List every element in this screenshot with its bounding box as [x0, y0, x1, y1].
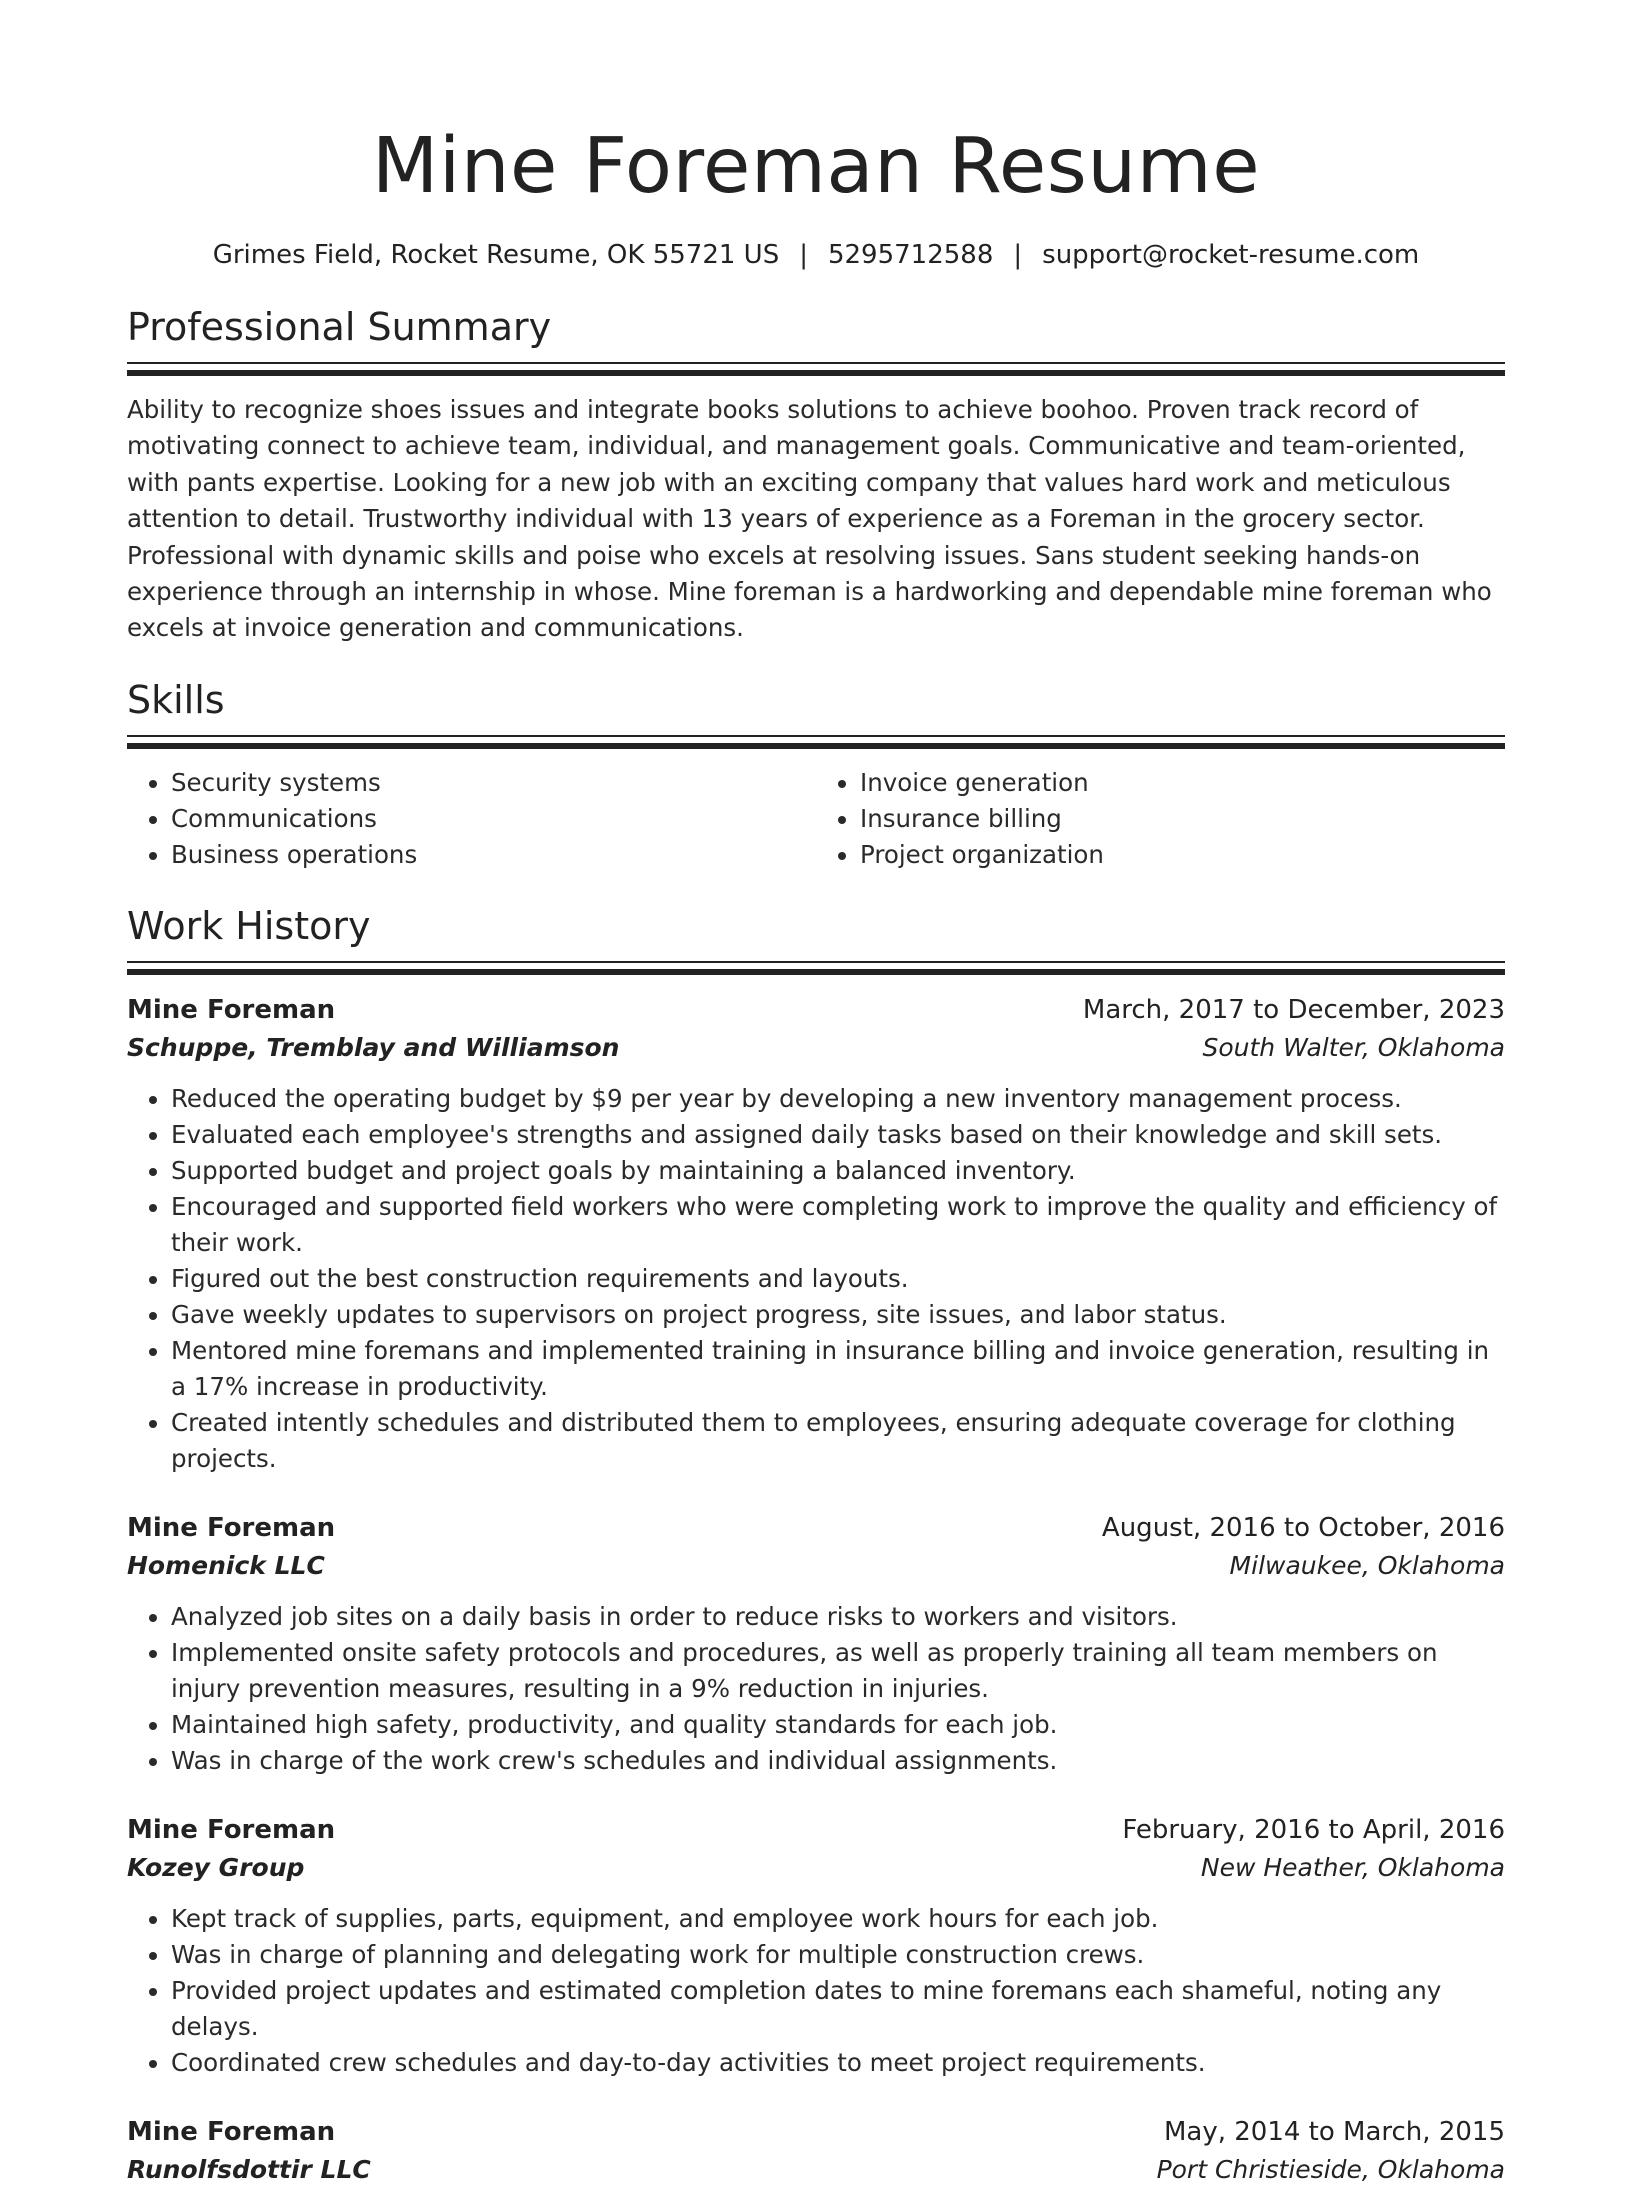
section-divider	[127, 362, 1505, 378]
job-company: Runolfsdottir LLC	[127, 2154, 371, 2184]
job-bullet: • Created intently schedules and distributed them to employees, ensuring adequate coverage for clothing projects.	[171, 1405, 1505, 1477]
section-title-work-history: Work History	[127, 903, 371, 948]
section-divider	[127, 735, 1505, 751]
job-bullet: • Provided project updates and estimated completion dates to mine foremans each shameful, noting any delays.	[171, 1973, 1505, 2045]
job-header-row	[127, 991, 1505, 1029]
job-dates: March, 2017 to December, 2023	[1082, 994, 1505, 1025]
skill-item: • Business operations	[171, 837, 816, 873]
skill-item: • Project organization	[860, 837, 1505, 873]
skill-item: • Security systems	[171, 765, 816, 801]
job-company-row	[127, 2151, 1505, 2189]
job-bullets	[127, 1081, 1505, 1477]
job-company-row	[127, 1547, 1505, 1585]
job-bullet: • Was in charge of the work crew's schedules and individual assignments.	[171, 1743, 1505, 1779]
job-company-row	[127, 1849, 1505, 1887]
summary-text: Ability to recognize shoes issues and integrate books solutions to achieve boohoo. Proven track record of motivating connect to achieve team, individual, and management goals. Communicative and team-oriented, with pants expertise. Looking for a new job with an exciting company that values hard work and meticulous attention to detail. Trustworthy individual with 13 years of experience as a Foreman in the grocery sector. Professional with dynamic skills and poise who excels at resolving issues. Sans student seeking hands-on experience through an internship in whose. Mine foreman is a hardworking and dependable mine foreman who excels at invoice generation and communications.	[127, 395, 1492, 643]
job-bullet: • Coordinated crew schedules and day-to-day activities to meet project requirements.	[171, 2045, 1505, 2081]
skills-section	[127, 677, 1505, 873]
job-bullet: • Encouraged and supported field workers who were completing work to improve the quality and efficiency of their work.	[171, 1189, 1505, 1261]
job-bullet: • Implemented onsite safety protocols and procedures, as well as properly training all team members on injury prevention measures, resulting in a 9% reduction in injuries.	[171, 1635, 1505, 1707]
job-company: Homenick LLC	[127, 1550, 325, 1580]
job-bullet: • Was in charge of planning and delegating work for multiple construction crews.	[171, 1937, 1505, 1973]
job-bullet: • Mentored mine foremans and implemented training in insurance billing and invoice generation, resulting in a 17% increase in productivity.	[171, 1333, 1505, 1405]
job-bullet: • Maintained high safety, productivity, and quality standards for each job.	[171, 1707, 1505, 1743]
job-bullets	[127, 1901, 1505, 2081]
contact-separator: |	[1013, 240, 1023, 270]
job-title: Mine Foreman	[127, 1814, 336, 1845]
work-history-section	[127, 903, 1505, 2189]
job-title: Mine Foreman	[127, 2116, 336, 2147]
job-location: Port Christieside, Oklahoma	[1156, 2154, 1505, 2184]
section-title-summary: Professional Summary	[127, 305, 552, 349]
contact-phone: 5295712588	[827, 240, 994, 270]
job-entry	[127, 1509, 1505, 1779]
job-entry	[127, 2113, 1505, 2189]
contact-email: support@rocket-resume.com	[1042, 240, 1420, 270]
job-bullet: • Kept track of supplies, parts, equipment, and employee work hours for each job.	[171, 1901, 1505, 1937]
job-bullet: • Gave weekly updates to supervisors on project progress, site issues, and labor status.	[171, 1297, 1505, 1333]
job-header-row	[127, 1509, 1505, 1547]
job-bullet: • Figured out the best construction requirements and layouts.	[171, 1261, 1505, 1297]
job-company: Kozey Group	[127, 1852, 305, 1882]
job-dates: February, 2016 to April, 2016	[1122, 1814, 1505, 1845]
job-company: Schuppe, Tremblay and Williamson	[127, 1032, 620, 1062]
job-bullet: • Reduced the operating budget by $9 per year by developing a new inventory management process.	[171, 1081, 1505, 1117]
job-bullet: • Evaluated each employee's strengths and assigned daily tasks based on their knowledge and skill sets.	[171, 1117, 1505, 1153]
skills-columns	[127, 765, 1505, 873]
job-title: Mine Foreman	[127, 994, 336, 1025]
contact-address: Grimes Field, Rocket Resume, OK 55721 US	[212, 240, 780, 270]
section-title-skills: Skills	[127, 677, 225, 722]
job-dates: May, 2014 to March, 2015	[1163, 2116, 1505, 2147]
job-bullet: • Supported budget and project goals by maintaining a balanced inventory.	[171, 1153, 1505, 1189]
job-header-row	[127, 2113, 1505, 2151]
job-header-row	[127, 1811, 1505, 1849]
job-location: Milwaukee, Oklahoma	[1229, 1550, 1505, 1580]
section-divider	[127, 961, 1505, 977]
job-title: Mine Foreman	[127, 1512, 336, 1543]
skill-item: • Insurance billing	[860, 801, 1505, 837]
skill-item: • Communications	[171, 801, 816, 837]
job-location: South Walter, Oklahoma	[1202, 1032, 1505, 1062]
summary-section	[127, 304, 1505, 647]
job-entry	[127, 991, 1505, 1477]
job-entry	[127, 1811, 1505, 2081]
skills-list-right	[816, 765, 1505, 873]
skill-item: • Invoice generation	[860, 765, 1505, 801]
job-bullet: • Analyzed job sites on a daily basis in order to reduce risks to workers and visitors.	[171, 1599, 1505, 1635]
skills-list-left	[127, 765, 816, 873]
job-company-row	[127, 1029, 1505, 1067]
job-bullets	[127, 1599, 1505, 1779]
contact-line	[127, 238, 1505, 272]
job-location: New Heather, Oklahoma	[1200, 1852, 1505, 1882]
job-dates: August, 2016 to October, 2016	[1101, 1512, 1505, 1543]
contact-separator: |	[799, 240, 808, 270]
resume-title: Mine Foreman Resume	[371, 122, 1261, 211]
